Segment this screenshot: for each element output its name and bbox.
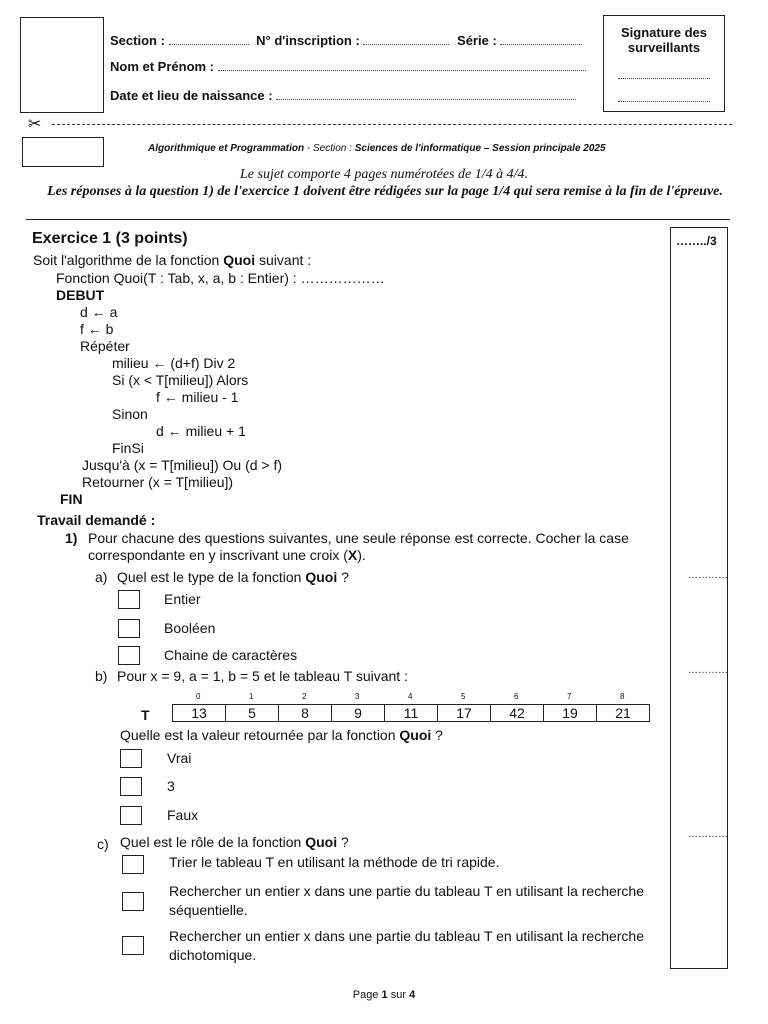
table-cell: 11: [385, 705, 438, 722]
qc-checkbox-tri-rapide[interactable]: [122, 855, 144, 874]
qa-checkbox-chaine[interactable]: [118, 646, 140, 665]
pages-note: Le sujet comporte 4 pages numérotées de 1/4 à 4/4.: [240, 167, 528, 182]
code-box: [22, 137, 104, 167]
exam-section-value: Sciences de l'informatique: [354, 143, 482, 154]
table-label: T: [141, 707, 150, 723]
intro-function-name: Quoi: [223, 252, 256, 268]
table-row: [173, 705, 650, 722]
table-index: 1: [249, 692, 254, 701]
page-footer: [0, 989, 768, 1001]
qa-checkbox-entier[interactable]: [118, 590, 140, 609]
array-table-wrap: [172, 692, 650, 722]
q1-cross-symbol: X: [347, 547, 358, 563]
photo-box: [20, 17, 104, 113]
table-cell: 19: [544, 705, 597, 722]
header-line-3: [110, 88, 600, 103]
table-cell: 21: [597, 705, 650, 722]
table-index: 6: [514, 692, 519, 701]
algo-line: Retourner (x = T[milieu]): [82, 474, 234, 490]
intro-suffix: suivant :: [255, 252, 312, 268]
instructions: Les réponses à la question 1) de l'exercice 1 doivent être rédigées sur la page 1/4 qui sera remise à la fin de l'épreuve.: [47, 184, 723, 199]
intro-text: Soit l'algorithme de la fonction: [33, 252, 224, 268]
score-dots-a[interactable]: …………: [688, 570, 728, 581]
qa-end: ?: [337, 569, 349, 585]
qb-question: [120, 727, 443, 743]
score-total: ……../3: [676, 234, 717, 248]
serie-field[interactable]: [500, 34, 582, 45]
qb-text: Pour x = 9, a = 1, b = 5 et le tableau T suivant :: [117, 668, 408, 684]
qc-option-sequentielle: Rechercher un entier x dans une partie du tableau T en utilisant la recherche séquentielle.: [169, 883, 645, 918]
table-cell: 8: [279, 705, 332, 722]
signature-title: Signature des surveillants: [621, 25, 707, 55]
q1-instruction-end: ).: [357, 547, 366, 563]
qc-checkbox-dichotomique[interactable]: [122, 936, 144, 955]
page-separator: sur: [387, 989, 410, 1001]
qa-question: [117, 569, 349, 585]
algo-line-signature: Fonction Quoi(T : Tab, x, a, b : Entier) : ………………: [56, 270, 385, 286]
score-dots-b[interactable]: …………: [688, 665, 728, 676]
signature-line-2[interactable]: [618, 91, 710, 102]
qb-option-faux: Faux: [167, 807, 199, 823]
qb-checkbox-vrai[interactable]: [120, 749, 142, 768]
qc-end: ?: [337, 834, 349, 850]
algo-line: f ← b: [80, 321, 114, 337]
qc-option-dichotomique: Rechercher un entier x dans une partie du tableau T en utilisant la recherche dichotomique.: [169, 928, 645, 963]
table-cell: 5: [226, 705, 279, 722]
qc-checkbox-sequentielle[interactable]: [122, 892, 144, 911]
algo-line: d ← milieu + 1: [156, 423, 246, 439]
table-index: 0: [196, 692, 201, 701]
algo-line: Si (x < T[milieu]) Alors: [112, 372, 249, 388]
cut-line: [52, 124, 732, 125]
algo-line-debut: DEBUT: [56, 287, 105, 303]
algo-line-fin: FIN: [60, 491, 83, 507]
qa-option-entier: Entier: [164, 591, 201, 607]
page-total: 4: [409, 989, 416, 1001]
algo-line: Sinon: [112, 406, 148, 422]
page-number: 1: [381, 989, 388, 1001]
table-index: 5: [461, 692, 466, 701]
section-field[interactable]: [169, 34, 249, 45]
inscription-field[interactable]: [363, 34, 449, 45]
section-label: Section :: [110, 33, 165, 48]
qb-function-name: Quoi: [399, 727, 432, 743]
score-dots-c[interactable]: …………: [688, 829, 728, 840]
name-field[interactable]: [218, 60, 586, 71]
qa-label: a): [95, 569, 108, 585]
qa-checkbox-booleen[interactable]: [118, 619, 140, 638]
table-cell: 42: [491, 705, 544, 722]
qa-function-name: Quoi: [305, 569, 338, 585]
inscription-label: N° d'inscription :: [256, 33, 360, 48]
score-column: [670, 227, 728, 969]
algo-line: d ← a: [80, 304, 118, 320]
signature-box: [603, 15, 725, 112]
header-rule: [26, 219, 730, 220]
exercise-intro: [33, 252, 311, 268]
signature-line-1[interactable]: [618, 68, 710, 79]
qc-label: c): [97, 836, 109, 852]
table-index: 4: [408, 692, 413, 701]
header-line-2: [110, 59, 600, 74]
algo-line: milieu ← (d+f) Div 2: [112, 355, 236, 371]
name-label: Nom et Prénom :: [110, 59, 215, 74]
exercise-title: Exercice 1 (3 points): [32, 230, 188, 247]
q1-number: 1): [65, 530, 78, 546]
qa-option-chaine: Chaine de caractères: [164, 647, 298, 663]
qb-question-text: Quelle est la valeur retournée par la fonction: [120, 727, 400, 743]
birth-label: Date et lieu de naissance :: [110, 88, 273, 103]
serie-label: Série :: [457, 33, 497, 48]
table-cell: 9: [332, 705, 385, 722]
qb-label: b): [95, 668, 108, 684]
algo-line: f ← milieu - 1: [156, 389, 239, 405]
algo-line: Répéter: [80, 338, 130, 354]
table-index: 3: [355, 692, 360, 701]
scissors-icon: ✂: [28, 116, 42, 133]
exam-section-text: - Section :: [306, 143, 352, 154]
qa-text: Quel est le type de la fonction: [117, 569, 306, 585]
q1-text: [88, 530, 670, 564]
algo-line: Jusqu'à (x = T[milieu]) Ou (d > f): [82, 457, 283, 473]
qb-checkbox-faux[interactable]: [120, 806, 142, 825]
table-index: 2: [302, 692, 307, 701]
exam-title-line: [148, 143, 606, 154]
qb-option-vrai: Vrai: [167, 750, 192, 766]
table-cell: 17: [438, 705, 491, 722]
work-title: Travail demandé :: [37, 512, 156, 528]
algo-line: FinSi: [112, 440, 144, 456]
qb-option-3: 3: [167, 778, 175, 794]
table-index: 8: [620, 692, 625, 701]
exam-session: – Session principale 2025: [483, 143, 606, 154]
q1-instruction: Pour chacune des questions suivantes, une seule réponse est correcte. Cocher la case correspondante en y inscrivant une croix (: [88, 530, 629, 563]
array-table: [172, 704, 650, 722]
qb-end: ?: [431, 727, 443, 743]
qb-checkbox-3[interactable]: [120, 777, 142, 796]
header-line-1: [110, 33, 600, 48]
qc-option-tri-rapide: Trier le tableau T en utilisant la méthode de tri rapide.: [169, 854, 500, 870]
qc-question: [120, 834, 349, 850]
qc-text: Quel est le rôle de la fonction: [120, 834, 306, 850]
table-cell: 13: [173, 705, 226, 722]
birth-field[interactable]: [276, 89, 576, 100]
exam-subject: Algorithmique et Programmation: [148, 143, 305, 154]
qa-option-booleen: Booléen: [164, 620, 216, 636]
page-prefix: Page: [352, 989, 382, 1001]
table-index: 7: [567, 692, 572, 701]
qc-function-name: Quoi: [305, 834, 338, 850]
